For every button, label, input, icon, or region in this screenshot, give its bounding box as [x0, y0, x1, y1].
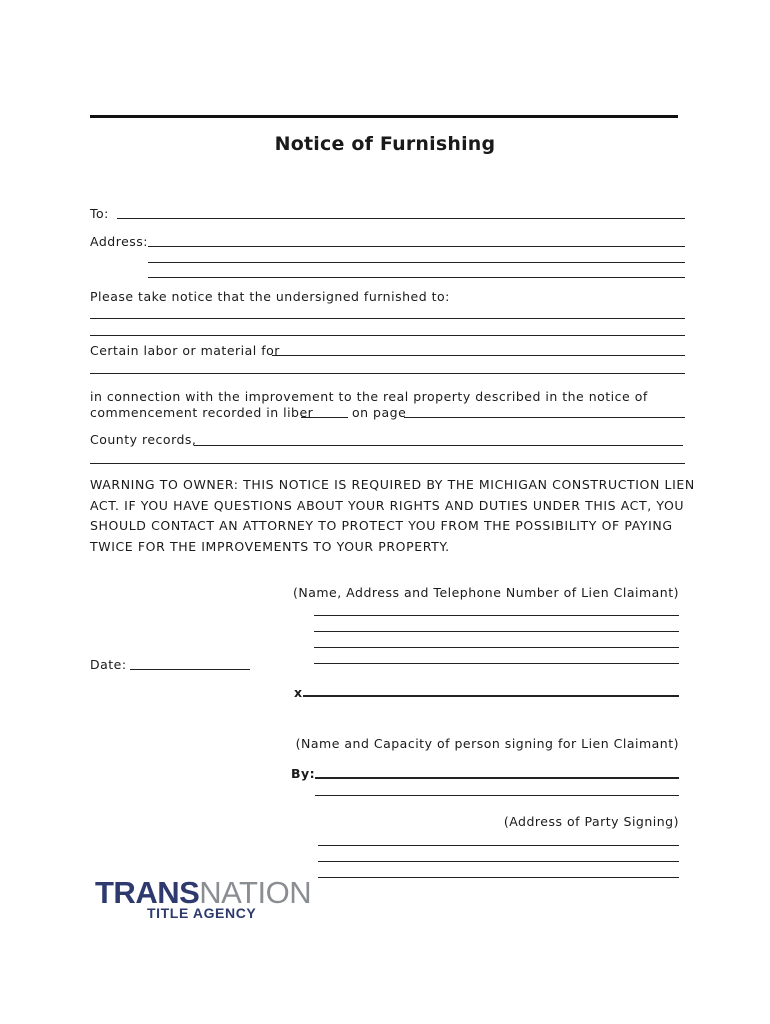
- lien-claimant-field-4[interactable]: [314, 663, 679, 664]
- connection-text-2a: commencement recorded in liber: [90, 405, 314, 420]
- address-label: Address:: [90, 234, 148, 249]
- address-party-label: (Address of Party Signing): [503, 814, 679, 829]
- page-field[interactable]: [404, 417, 685, 418]
- logo-brand-part2: NATION: [199, 875, 312, 910]
- warning-block: [90, 475, 695, 557]
- to-field[interactable]: [117, 218, 685, 219]
- liber-field[interactable]: [301, 417, 348, 418]
- notice-text: Please take notice that the undersigned furnished to:: [90, 289, 450, 304]
- address-field-1[interactable]: [148, 246, 685, 247]
- warning-line: WARNING TO OWNER: THIS NOTICE IS REQUIRED BY THE MICHIGAN CONSTRUCTION LIEN: [90, 477, 695, 492]
- warning-line: SHOULD CONTACT AN ATTORNEY TO PROTECT YOU FROM THE POSSIBILITY OF PAYING: [90, 518, 673, 533]
- lien-claimant-field-2[interactable]: [314, 631, 679, 632]
- connection-text-1: in connection with the improvement to the real property described in the notice of: [90, 389, 648, 404]
- logo-brand-part1: TRANS: [95, 875, 200, 910]
- warning-line: ACT. IF YOU HAVE QUESTIONS ABOUT YOUR RIGHTS AND DUTIES UNDER THIS ACT, YOU: [90, 497, 685, 513]
- lien-claimant-field-1[interactable]: [314, 615, 679, 616]
- logo-subtitle: TITLE AGENCY: [147, 905, 257, 921]
- signature-field[interactable]: [303, 695, 679, 697]
- capacity-label: (Name and Capacity of person signing for Lien Claimant): [295, 736, 679, 751]
- address-field-2[interactable]: [148, 262, 685, 263]
- labor-field-2[interactable]: [90, 373, 685, 374]
- address-party-field-1[interactable]: [318, 845, 679, 846]
- top-divider: [90, 115, 678, 118]
- date-field[interactable]: [130, 669, 250, 670]
- address-field-3[interactable]: [148, 277, 685, 278]
- county-label: County records,: [90, 432, 197, 447]
- labor-label: Certain labor or material for: [90, 343, 280, 358]
- county-field[interactable]: [194, 445, 683, 446]
- to-label: To:: [90, 206, 109, 221]
- by-label: By:: [291, 766, 316, 781]
- date-label: Date:: [90, 657, 127, 672]
- signature-x-mark: x: [294, 685, 303, 700]
- furnished-to-field-1[interactable]: [90, 318, 685, 319]
- labor-field[interactable]: [272, 355, 685, 356]
- by-field-2[interactable]: [315, 795, 679, 796]
- document-title: Notice of Furnishing: [274, 133, 496, 155]
- address-party-field-3[interactable]: [318, 877, 679, 878]
- connection-text-2b: on page: [352, 405, 407, 420]
- lien-claimant-field-3[interactable]: [314, 647, 679, 648]
- lien-claimant-label: (Name, Address and Telephone Number of Lien Claimant): [292, 585, 679, 600]
- county-field-2[interactable]: [90, 463, 685, 464]
- furnished-to-field-2[interactable]: [90, 335, 685, 336]
- address-party-field-2[interactable]: [318, 861, 679, 862]
- warning-line: TWICE FOR THE IMPROVEMENTS TO YOUR PROPERTY.: [90, 538, 450, 554]
- by-field[interactable]: [315, 777, 679, 779]
